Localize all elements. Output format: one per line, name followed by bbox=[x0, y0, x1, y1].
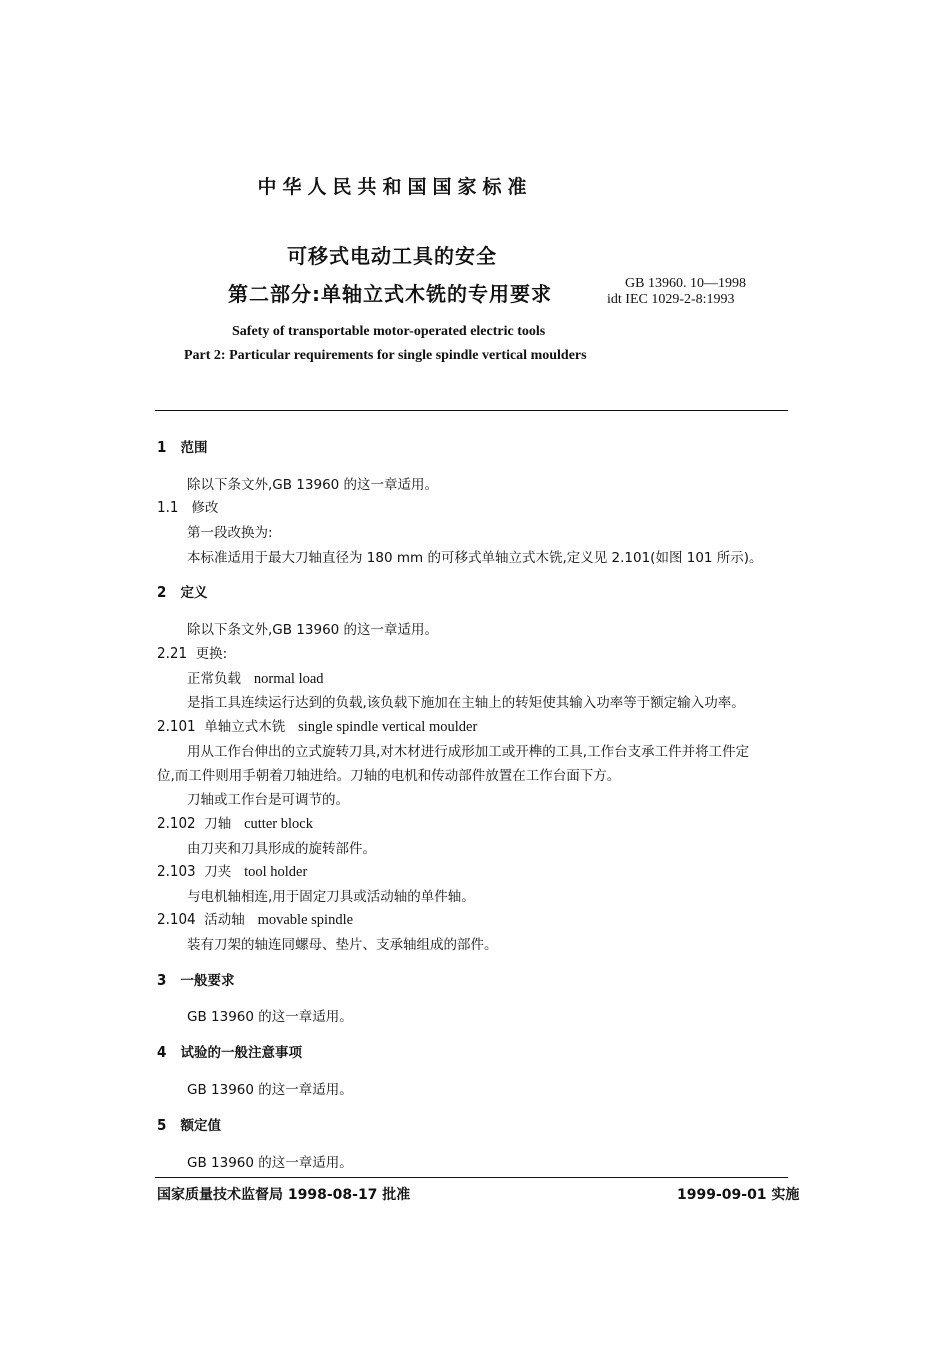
section-title: 额定值 bbox=[180, 1118, 221, 1134]
approval-date: 国家质量技术监督局 1998-08-17 批准 bbox=[157, 1187, 411, 1203]
section-number: 2 bbox=[157, 583, 167, 601]
footer-divider bbox=[155, 1177, 788, 1178]
term-zh: 正常负载 bbox=[187, 671, 241, 687]
term-en: movable spindle bbox=[257, 912, 354, 928]
section-4-heading bbox=[157, 1041, 302, 1061]
section-number: 2.104 bbox=[157, 910, 196, 928]
section-3-text: GB 13960 的这一章适用。 bbox=[187, 1009, 353, 1025]
section-3-heading bbox=[157, 969, 235, 989]
section-1-1-line-1: 第一段改换为: bbox=[187, 525, 273, 541]
definition-moulder-line-1: 用从工作台伸出的立式旋转刀具,对木材进行成形加工或开榫的工具,工作台支承工件并将工件定 bbox=[187, 744, 750, 760]
title-line-2: 第二部分:单轴立式木铣的专用要求 bbox=[228, 282, 552, 306]
section-title: 更换: bbox=[195, 646, 228, 662]
standard-number: GB 13960. 10—1998 bbox=[625, 276, 746, 291]
section-1-1-line-2: 本标准适用于最大刀轴直径为 180 mm 的可移式单轴立式木铣,定义见 2.101(如图 101 所示)。 bbox=[187, 550, 763, 566]
standard-number-block bbox=[607, 276, 746, 308]
term-zh: 刀夹 bbox=[204, 864, 232, 880]
section-number: 2.21 bbox=[157, 644, 188, 662]
section-number: 2.102 bbox=[157, 814, 196, 832]
national-standard-heading: 中华人民共和国国家标准 bbox=[257, 176, 533, 198]
section-2-21-heading bbox=[157, 642, 227, 662]
section-title: 定义 bbox=[180, 585, 208, 601]
term-en: single spindle vertical moulder bbox=[298, 719, 478, 735]
section-number: 1 bbox=[157, 438, 167, 456]
implementation-date: 1999-09-01 实施 bbox=[677, 1187, 800, 1203]
definition-normal-load: 是指工具连续运行达到的负载,该负载下施加在主轴上的转矩使其输入功率等于额定输入功率。 bbox=[187, 695, 745, 711]
section-4-text: GB 13960 的这一章适用。 bbox=[187, 1082, 353, 1098]
term-tool-holder bbox=[157, 860, 307, 881]
definition-tool-holder: 与电机轴相连,用于固定刀具或活动轴的单件轴。 bbox=[187, 889, 475, 905]
section-2-text: 除以下条文外,GB 13960 的这一章适用。 bbox=[187, 622, 439, 638]
section-number: 1.1 bbox=[157, 498, 179, 516]
section-1-text: 除以下条文外,GB 13960 的这一章适用。 bbox=[187, 477, 439, 493]
term-movable-spindle bbox=[157, 908, 353, 929]
term-zh: 单轴立式木铣 bbox=[204, 719, 286, 735]
section-number: 2.101 bbox=[157, 717, 196, 735]
idt-reference: idt IEC 1029-2-8:1993 bbox=[607, 292, 735, 307]
definition-moulder-line-3: 刀轴或工作台是可调节的。 bbox=[187, 792, 349, 808]
section-number: 5 bbox=[157, 1116, 167, 1134]
term-en: tool holder bbox=[244, 864, 308, 880]
term-moulder bbox=[157, 715, 477, 736]
english-title-line-2: Part 2: Particular requirements for single spindle vertical moulders bbox=[184, 348, 587, 363]
term-en: cutter block bbox=[244, 816, 313, 832]
term-zh: 活动轴 bbox=[204, 912, 245, 928]
title-line-1: 可移式电动工具的安全 bbox=[287, 244, 497, 268]
section-title: 范围 bbox=[180, 440, 208, 456]
section-title: 修改 bbox=[191, 500, 219, 516]
section-1-1-heading bbox=[157, 496, 218, 516]
section-title: 一般要求 bbox=[180, 973, 235, 989]
term-cutter-block bbox=[157, 812, 313, 833]
english-title-line-1: Safety of transportable motor-operated electric tools bbox=[232, 324, 546, 339]
definition-movable-spindle: 装有刀架的轴连同螺母、垫片、支承轴组成的部件。 bbox=[187, 937, 498, 953]
term-zh: 刀轴 bbox=[204, 816, 232, 832]
definition-moulder-line-2: 位,而工件则用手朝着刀轴进给。刀轴的电机和传动部件放置在工作台面下方。 bbox=[157, 768, 621, 784]
section-number: 4 bbox=[157, 1043, 167, 1061]
section-5-heading bbox=[157, 1114, 221, 1134]
section-number: 3 bbox=[157, 971, 167, 989]
definition-cutter-block: 由刀夹和刀具形成的旋转部件。 bbox=[187, 841, 376, 857]
section-2-heading bbox=[157, 581, 208, 601]
section-5-text: GB 13960 的这一章适用。 bbox=[187, 1155, 353, 1171]
section-1-heading bbox=[157, 436, 208, 456]
term-en: normal load bbox=[253, 671, 324, 687]
header-divider bbox=[155, 410, 788, 411]
term-normal-load bbox=[187, 667, 324, 688]
section-number: 2.103 bbox=[157, 862, 196, 880]
section-title: 试验的一般注意事项 bbox=[180, 1045, 302, 1061]
